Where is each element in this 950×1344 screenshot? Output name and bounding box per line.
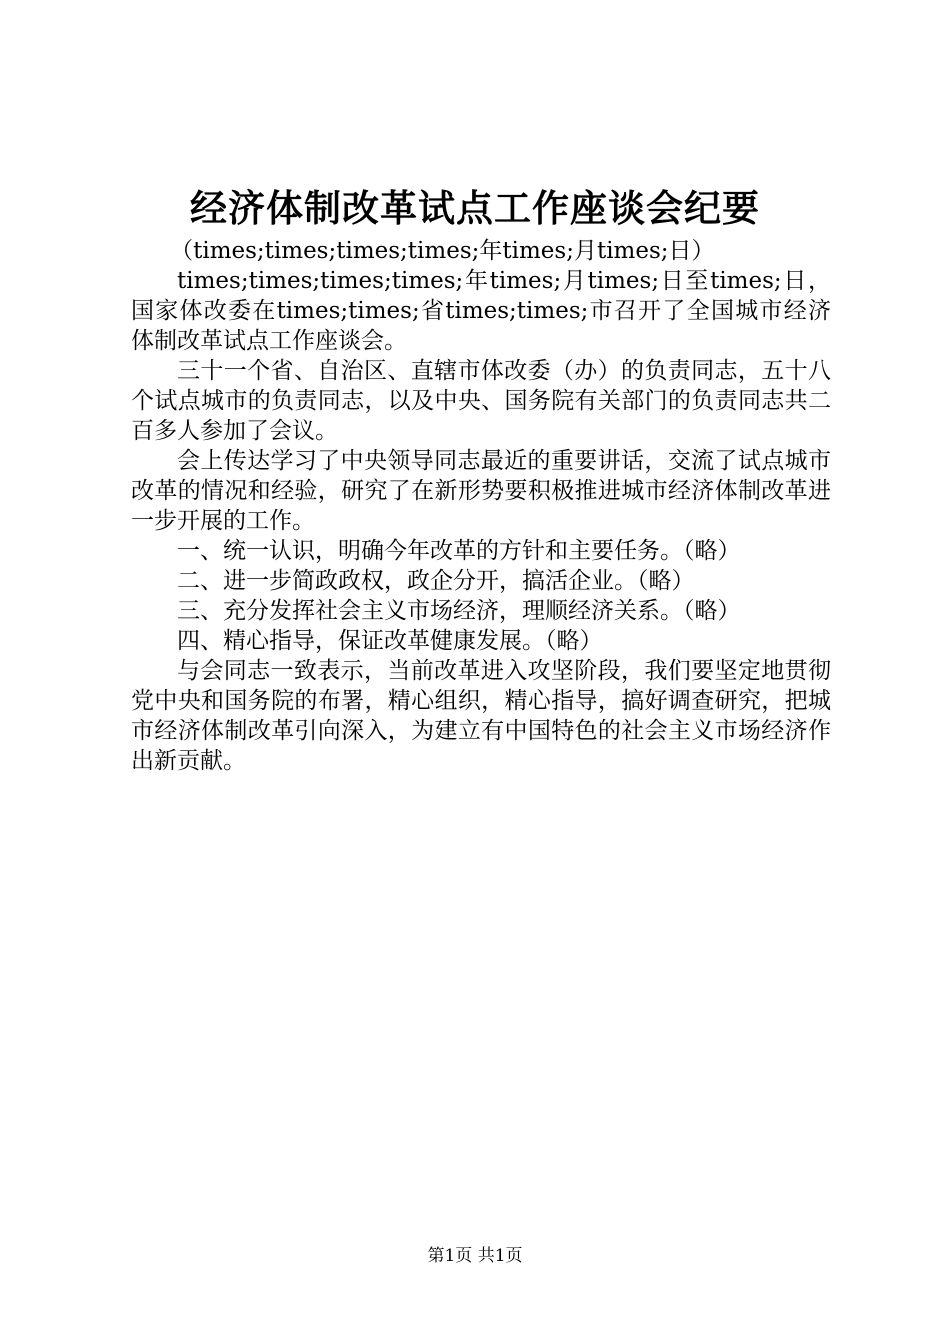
paragraph-item-3: 三、充分发挥社会主义市场经济，理顺经济关系。（略） — [177, 598, 741, 624]
paragraph-meeting-content: 会上传达学习了中央领导同志最近的重要讲话，交流了试点城市改革的情况和经验，研究了在新形势要积极推进城市经济体制改革进一步开展的工作。 — [131, 448, 831, 534]
date-line: （times;times;times;times;年times;月times;日） — [170, 238, 715, 264]
paragraph-conclusion: 与会同志一致表示，当前改革进入攻坚阶段，我们要坚定地贯彻党中央和国务院的布署，精心组织，精心指导，搞好调查研究，把城市经济体制改革引向深入，为建立有中国特色的社会主义市场经济作出新贡献。 — [131, 658, 831, 774]
document-title: 经济体制改革试点工作座谈会纪要 — [190, 187, 760, 230]
paragraph-attendees: 三十一个省、自治区、直辖市体改委（办）的负责同志，五十八个试点城市的负责同志，以及中央、国务院有关部门的负责同志共二百多人参加了会议。 — [131, 358, 831, 444]
document-body — [131, 236, 831, 776]
paragraph-item-4: 四、精心指导，保证改革健康发展。（略） — [177, 628, 603, 654]
paragraph-item-1: 一、统一认识，明确今年改革的方针和主要任务。（略） — [177, 538, 741, 564]
page-footer: 第1页 共1页 — [427, 1246, 523, 1266]
paragraph-meeting-info: times;times;times;times;年times;月times;日至times;日，国家体改委在times;times;省times;times;市召开了全国城市经济体制改革试点工作座谈会。 — [131, 268, 831, 354]
paragraph-item-2: 二、进一步简政政权，政企分开，搞活企业。（略） — [177, 568, 695, 594]
